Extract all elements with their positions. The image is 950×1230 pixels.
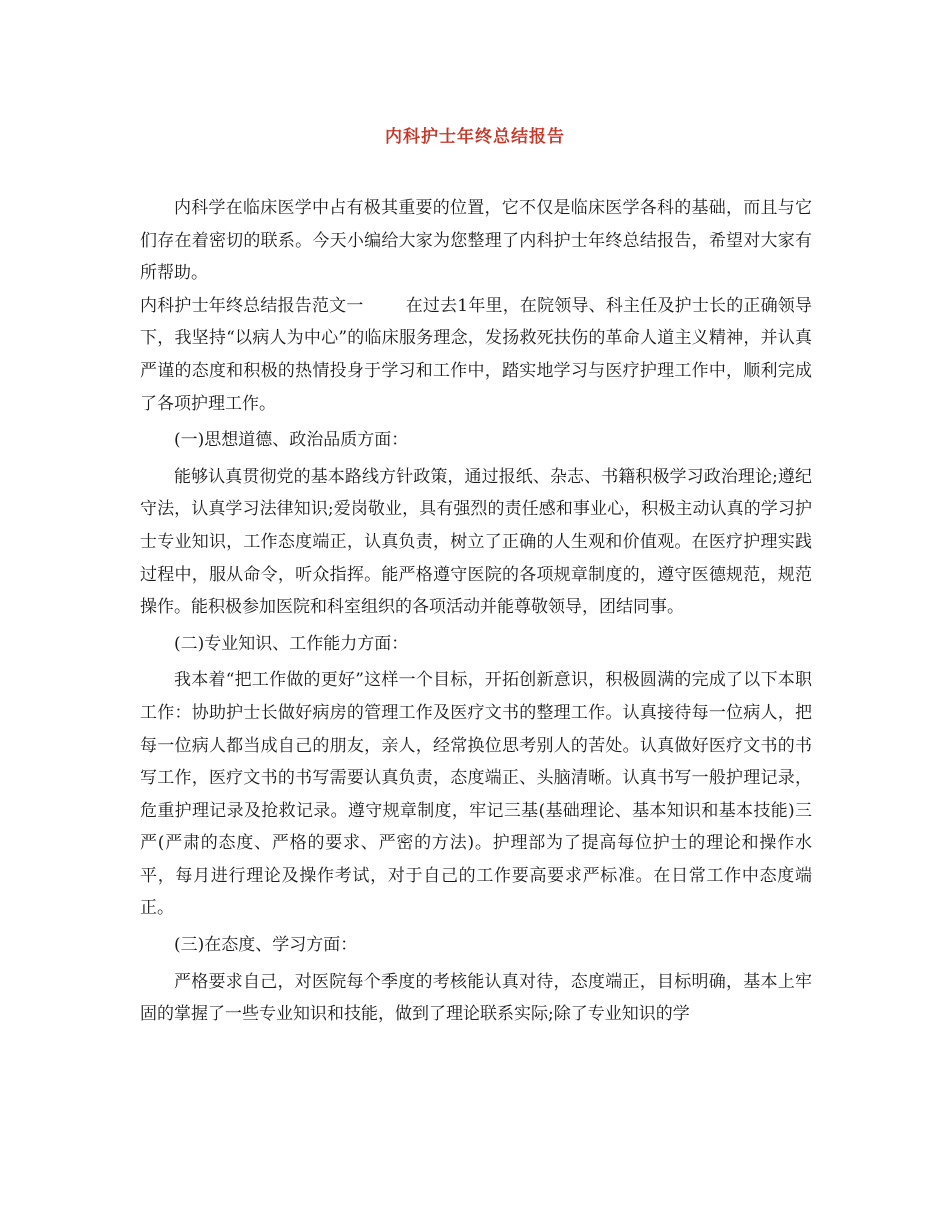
document-title: 内科护士年终总结报告	[385, 127, 565, 147]
section-heading-2: (二)专业知识、工作能力方面：	[174, 633, 409, 654]
section-heading-3: (三)在态度、学习方面：	[174, 935, 358, 956]
sample-label: 内科护士年终总结报告范文一	[140, 295, 364, 316]
intro-paragraph: 内科学在临床医学中占有极其重要的位置，它不仅是临床医学各科的基础，而且与它们存在着密切的联系。今天小编给大家为您整理了内科护士年终总结报告，希望对大家有所帮助。	[140, 198, 812, 284]
section-paragraph-1: 能够认真贯彻党的基本路线方针政策，通过报纸、杂志、书籍积极学习政治理论;遵纪守法，认真学习法律知识;爱岗敬业，具有强烈的责任感和事业心，积极主动认真的学习护士专业知识，工作态度端正，认真负责，树立了正确的人生观和价值观。在医疗护理实践过程中，服从命令，听众指挥。能严格遵守医院的各项规章制度的，遵守医德规范，规范操作。能积极参加医院和科室组织的各项活动并能尊敬领导，团结同事。	[140, 466, 812, 618]
section-paragraph-3: 严格要求自己，对医院每个季度的考核能认真对待，态度端正，目标明确，基本上牢固的掌握了一些专业知识和技能，做到了理论联系实际;除了专业知识的学	[140, 971, 812, 1025]
section-heading-1: (一)思想道德、政治品质方面：	[174, 430, 409, 451]
document-body	[140, 192, 812, 1031]
section-paragraph-2: 我本着“把工作做的更好”这样一个目标，开拓创新意识，积极圆满的完成了以下本职工作：协助护士长做好病房的管理工作及医疗文书的整理工作。认真接待每一位病人，把每一位病人都当成自己的朋友，亲人，经常换位思考别人的苦处。认真做好医疗文书的书写工作，医疗文书的书写需要认真负责，态度端正、头脑清晰。认真书写一般护理记录，危重护理记录及抢救记录。遵守规章制度，牢记三基(基础理论、基本知识和基本技能)三严(严肃的态度、严格的要求、严密的方法)。护理部为了提高每位护士的理论和操作水平，每月进行理论及操作考试，对于自己的工作要高要求严标准。在日常工作中态度端正。	[140, 670, 812, 919]
sample-text: 在过去1年里，在院领导、科主任及护士长的正确领导下，我坚持“以病人为中心”的临床服务理念，发扬救死扶伤的革命人道主义精神，并认真严谨的态度和积极的热情投身于学习和工作中，踏实地学习与医疗护理工作中，顺利完成了各项护理工作。	[140, 295, 812, 414]
sample-paragraph	[140, 290, 812, 420]
